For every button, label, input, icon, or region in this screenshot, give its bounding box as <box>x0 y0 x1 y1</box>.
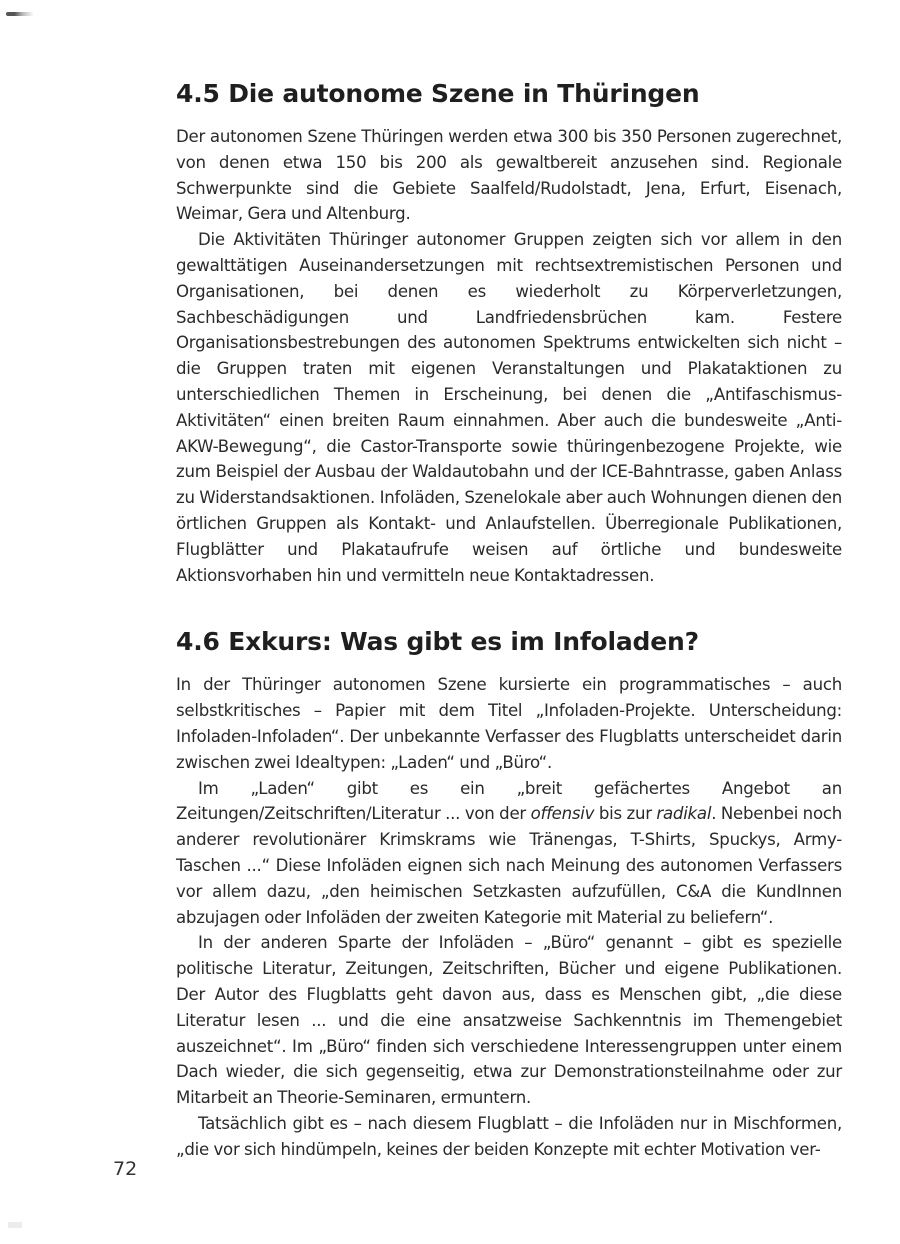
scan-artifact <box>6 12 34 16</box>
paragraph-laden <box>176 776 842 931</box>
paragraph-mischformen: Tatsächlich gibt es – nach diesem Flugblatt – die Infoläden nur in Mischformen, „die vor sich hindümpeln, keines der beiden Konzepte mit echter Motivation ver- <box>176 1113 842 1159</box>
emphasis-offensiv: offensiv <box>530 804 595 824</box>
emphasis-radikal: radikal <box>656 804 712 824</box>
page-number: 72 <box>113 1158 138 1180</box>
text-column <box>176 78 842 1162</box>
text-run: Im „Laden“ gibt es ein „breit gefächertes Angebot an Zeitungen/Zeitschriften/Literatur ... von der <box>176 778 842 824</box>
scan-artifact <box>8 1222 22 1228</box>
text-run: . Nebenbei noch anderer revolutionärer Krimskrams wie Tränengas, T-Shirts, Spuckys, Army-Taschen ...“ Diese Infoläden eignen sich nach Meinung des autonomen Verfassers vor allem dazu, „den heimischen Setzkasten aufzufüllen, C&A die KundInnen abzujagen oder Infoläden der zweiten Kategorie mit Material zu beliefern“. <box>176 804 842 927</box>
section-heading-4-6: 4.6 Exkurs: Was gibt es im Infoladen? <box>176 627 699 657</box>
paragraph-buero: In der anderen Sparte der Infoläden – „Büro“ genannt – gibt es spezielle politische Literatur, Zeitungen, Zeitschriften, Bücher und eigene Publikationen. Der Autor des Flugblatts geht davon aus, dass es Menschen gibt, „die diese Literatur lesen ... und die eine ansatzweise Sachkenntnis im Themengebiet auszeichnet“. Im „Büro“ finden sich verschiedene Interessengruppen unter einem Dach wieder, die sich gegenseitig, etwa zur Demonstrationsteilnahme oder zur Mitarbeit an Theorie-Seminaren, ermuntern. <box>176 933 842 1108</box>
paragraph: Die Aktivitäten Thüringer autonomer Gruppen zeigten sich vor allem in den gewalttätigen Auseinandersetzungen mit rechtsextremistischen Personen und Organisationen, bei denen es wiederholt zu Körperverletzungen, Sachbeschädigungen und Landfriedensbrüchen kam. Festere Organisationsbestrebungen des autonomen Spektrums entwickelten sich nicht – die Gruppen traten mit eigenen Veranstaltungen und Plakataktionen zu unterschiedlichen Themen in Erscheinung, bei denen die „Antifaschismus-Aktivitäten“ einen breiten Raum einnahmen. Aber auch die bundesweite „Anti-AKW-Bewegung“, die Castor-Transporte sowie thüringenbezogene Projekte, wie zum Beispiel der Ausbau der Waldautobahn und der ICE-Bahntrasse, gaben Anlass zu Widerstandsaktionen. Infoläden, Szenelokale aber auch Wohnungen dienen den örtlichen Gruppen als Kontakt- und Anlaufstellen. Überregionale Publikationen, Flugblätter und Plakataufrufe weisen auf örtliche und bundesweite Aktionsvorhaben hin und vermitteln neue Kontaktadressen. <box>176 230 842 585</box>
text-run: bis zur <box>594 804 657 824</box>
paragraph: In der Thüringer autonomen Szene kursierte ein programmatisches – auch selbstkritisches – Papier mit dem Titel „Infoladen-Projekte. Unterscheidung: Infoladen-Infoladen“. Der unbekannte Verfasser des Flugblatts unterscheidet darin zwischen zwei Idealtypen: „Laden“ und „Büro“. <box>176 675 842 772</box>
paragraph: Der autonomen Szene Thüringen werden etwa 300 bis 350 Personen zugerechnet, von denen etwa 150 bis 200 als gewaltbereit anzusehen sind. Regionale Schwerpunkte sind die Gebiete Saalfeld/Rudolstadt, Jena, Erfurt, Eisenach, Weimar, Gera und Altenburg. <box>176 127 842 224</box>
section-heading-4-5: 4.5 Die autonome Szene in Thüringen <box>176 79 700 108</box>
